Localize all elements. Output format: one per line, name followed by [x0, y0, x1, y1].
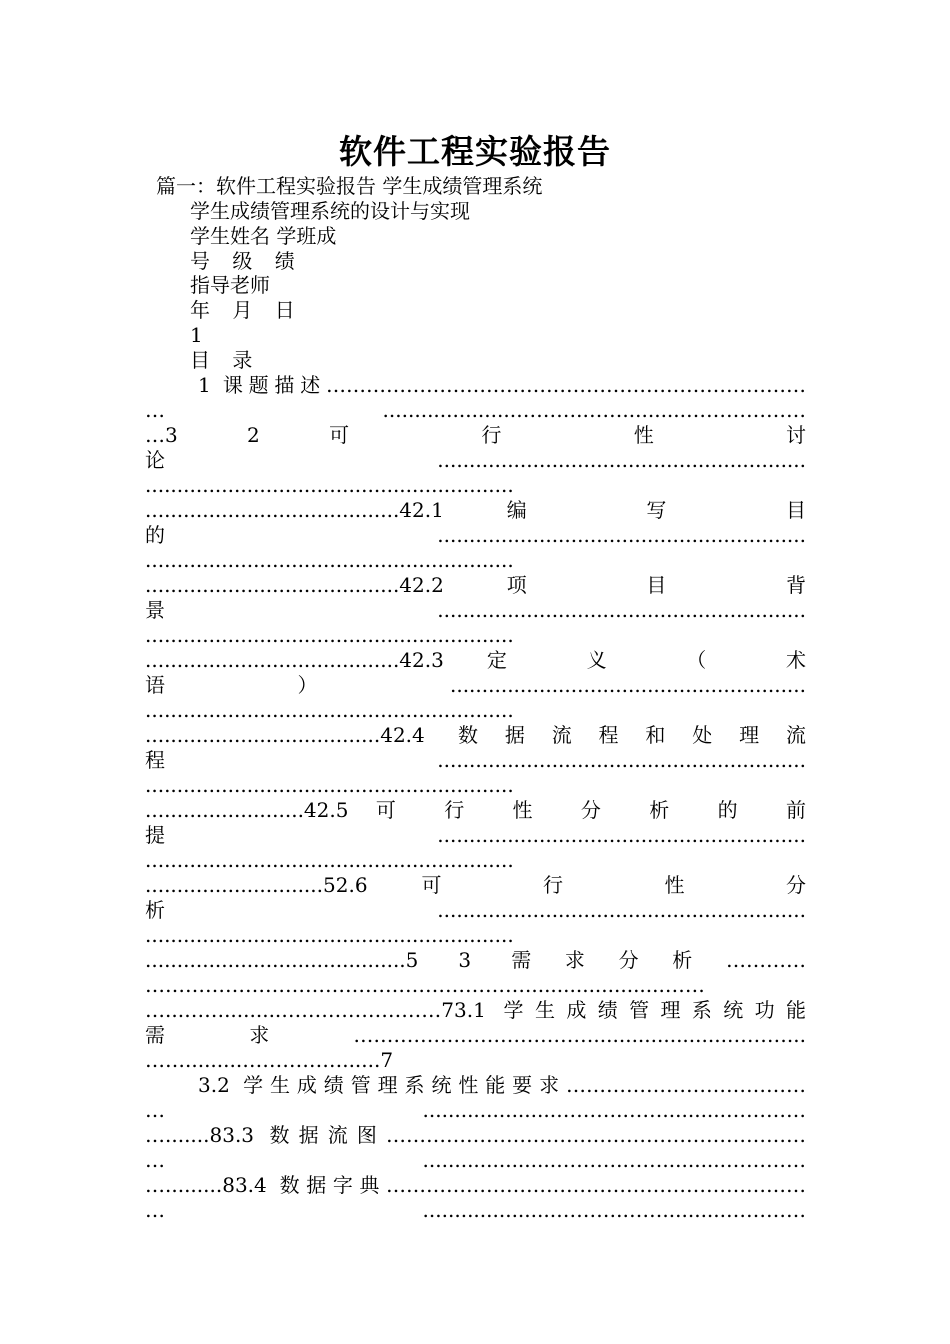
- toc-line: 的..........................................................: [145, 523, 806, 547]
- toc-line: ..........................................................: [145, 698, 514, 722]
- toc-line: ..........................................................: [145, 773, 514, 797]
- toc-line: 提..........................................................: [145, 823, 806, 847]
- intro-line-article: 篇一：软件工程实验报告 学生成绩管理系统: [156, 174, 543, 198]
- toc-line: ..........................................................: [145, 548, 514, 572]
- toc-line: .....................................42.4 数据流程和处理流: [145, 723, 806, 747]
- toc-line: 需求……………………………….....................………...: [145, 1023, 806, 1047]
- toc-line: … .....................……….……..........…………: [145, 1198, 806, 1222]
- toc-line: 析..........................................................: [145, 898, 806, 922]
- document-title: 软件工程实验报告: [339, 132, 611, 171]
- toc-line: … .....................……….……..........………………: [145, 398, 806, 422]
- intro-line-advisor: 指导老师: [190, 273, 270, 297]
- toc-line: ..........................................................: [145, 473, 514, 497]
- toc-line: .........................................5 3 需求分析…………: [145, 948, 806, 972]
- toc-line: … .....................……….……..........…………: [145, 1148, 806, 1172]
- toc-line: ..........................................................: [145, 923, 514, 947]
- toc-line: ….......83.3 数据流图………………………………………………………: [145, 1123, 806, 1147]
- toc-line: 3.2 学生成绩管理系统性能要求………………………………: [198, 1073, 806, 1097]
- intro-line-number-class-grade: 号 级 绩: [190, 249, 303, 273]
- intro-line-subtitle: 学生成绩管理系统的设计与实现: [190, 199, 470, 223]
- intro-line-page-number: 1: [190, 323, 203, 347]
- toc-line: ............................52.6 可 行 性 分: [145, 873, 806, 897]
- toc-line: …………………………………………………......................……: [145, 973, 705, 997]
- toc-line: …….........……………......7: [145, 1048, 394, 1072]
- intro-line-date: 年 月 日: [190, 298, 303, 322]
- toc-line: …...…….........……………………73.1 学生成绩管理系统功能: [145, 998, 806, 1022]
- toc-line: ..........................................................: [145, 623, 514, 647]
- toc-line: ........................................42.1 编 写 目: [145, 498, 806, 522]
- toc-line: … .....................……….……..........…………: [145, 1098, 806, 1122]
- toc-line: 1 课题描述………………………………………………………………: [198, 373, 806, 397]
- intro-line-student-name: 学生姓名 学班成: [190, 224, 337, 248]
- toc-line: ..........................................................: [145, 848, 514, 872]
- toc-line: ........................................42.2 项 目 背: [145, 573, 806, 597]
- toc-line: ........................................42.3 定 义 （ 术: [145, 648, 806, 672]
- toc-heading: 目 录: [190, 348, 261, 372]
- toc-line: 景..........................................................: [145, 598, 806, 622]
- toc-line: .........................42.5 可 行 性 分 析 的 前: [145, 798, 806, 822]
- toc-line: …3 2 可 行 性 讨: [145, 423, 806, 447]
- toc-line: 论..........................................................: [145, 448, 806, 472]
- toc-line: 程..........................................................: [145, 748, 806, 772]
- toc-line: 语）........................................................: [145, 673, 806, 697]
- toc-line: ….........83.4 数据字典………………………………………………………: [145, 1173, 806, 1197]
